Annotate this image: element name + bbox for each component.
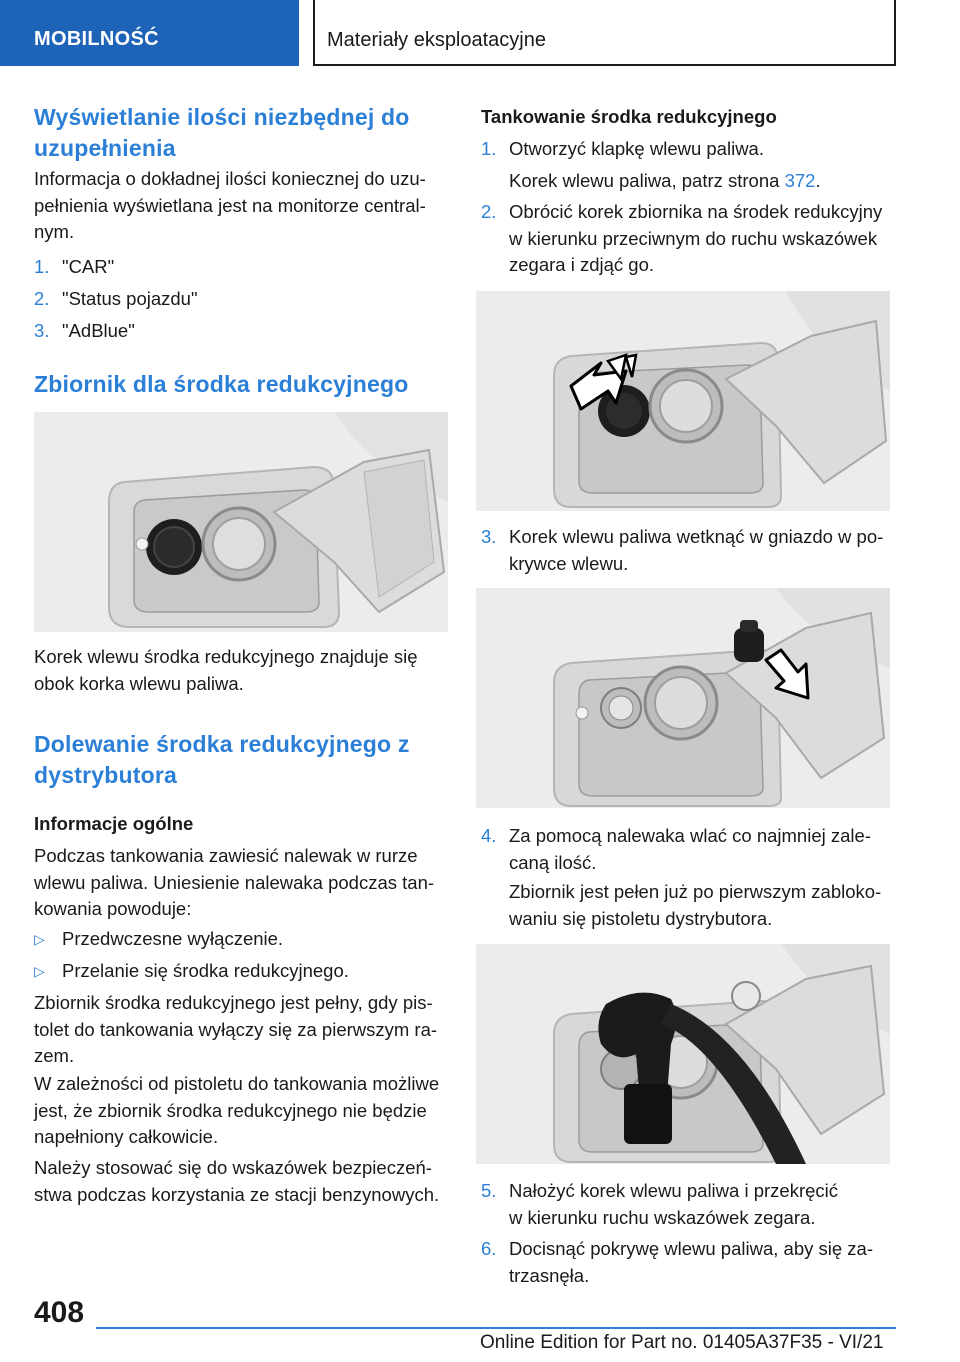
- section-title: MOBILNOŚĆ: [34, 28, 159, 50]
- step-number: 5.: [481, 1180, 497, 1201]
- tank-photo: [34, 412, 448, 632]
- step-text: Docisnąć pokrywę wlewu paliwa, aby się za- trzasnęła.: [509, 1238, 873, 1286]
- step-text: Nałożyć korek wlewu paliwa i przekręcić w kierunku ruchu wskazówek zegara.: [509, 1180, 838, 1228]
- chapter-tab: [313, 0, 896, 66]
- general-paragraph: Podczas tankowania zawiesić nalewak w rurze wlewu paliwa. Uniesienie nalewaka podczas tan- kowania powoduje:: [34, 845, 435, 919]
- depend-paragraph: W zależności od pistoletu do tankowania możliwe jest, że zbiornik środka redukcyjnego nie będzie napełniony całkowicie.: [34, 1073, 440, 1147]
- step-text: "CAR": [62, 256, 115, 277]
- heading-tank: Zbiornik dla środka redukcyjnego: [34, 371, 409, 397]
- step1-note: Korek wlewu paliwa, patrz strona 372.: [509, 170, 821, 191]
- heading-general: Informacje ogólne: [34, 813, 194, 834]
- footer-divider: [96, 1327, 896, 1329]
- step-number: 2.: [34, 288, 50, 309]
- turn-cap-photo: [476, 291, 890, 511]
- step-number: 4.: [481, 825, 497, 846]
- bullet-text: Przelanie się środka redukcyjnego.: [62, 960, 349, 981]
- step-number: 1.: [34, 256, 50, 277]
- bullet-triangle-icon: ▷: [34, 963, 45, 979]
- step-text: "AdBlue": [62, 320, 135, 341]
- step-text: Obrócić korek zbiornika na środek redukcyjny w kierunku przeciwnym do ruchu wskazówek zegara i zdjąć go.: [509, 201, 883, 275]
- step-text: Otworzyć klapkę wlewu paliwa.: [509, 138, 764, 159]
- section-tab: [0, 0, 299, 66]
- bullet-text: Przedwczesne wyłączenie.: [62, 928, 284, 949]
- nozzle-photo: [476, 944, 890, 1164]
- heading-display-amount: Wyświetlanie ilości niezbędnej do uzupełnienia: [34, 104, 410, 161]
- step-text: Korek wlewu paliwa wetknąć w gniazdo w po- krywce wlewu.: [509, 526, 884, 574]
- step-number: 3.: [481, 526, 497, 547]
- chapter-title: Materiały eksploatacyjne: [327, 29, 546, 51]
- step-number: 3.: [34, 320, 50, 341]
- edition-note: Online Edition for Part no. 01405A37F35 - VI/21: [480, 1332, 884, 1353]
- page-link[interactable]: 372: [784, 170, 816, 191]
- step4-note: Zbiornik jest pełen już po pierwszym zabloko- waniu się pistoletu dystrybutora.: [509, 881, 882, 929]
- cap-holder-photo: [476, 588, 890, 808]
- full-paragraph: Zbiornik środka redukcyjnego jest pełny, gdy pis- tolet do tankowania wyłączy się za pierwszym ra- zem.: [34, 992, 438, 1066]
- tank-paragraph: Korek wlewu środka redukcyjnego znajduje się obok korka wlewu paliwa.: [34, 646, 418, 694]
- step-text: "Status pojazdu": [62, 288, 198, 309]
- heading-refuel: Tankowanie środka redukcyjnego: [481, 106, 777, 127]
- safety-paragraph: Należy stosować się do wskazówek bezpieczeń- stwa podczas korzystania ze stacji benzynowych.: [34, 1157, 440, 1205]
- heading-pump: Dolewanie środka redukcyjnego z dystrybutora: [34, 731, 410, 788]
- page-number: 408: [34, 1296, 85, 1329]
- step-number: 1.: [481, 138, 497, 159]
- step-number: 6.: [481, 1238, 497, 1259]
- display-paragraph: Informacja o dokładnej ilości koniecznej do uzu- pełnienia wyświetlana jest na monitorze central- nym.: [34, 168, 426, 242]
- step-number: 2.: [481, 201, 497, 222]
- step-text: Za pomocą nalewaka wlać co najmniej zale- caną ilość.: [509, 825, 871, 873]
- bullet-triangle-icon: ▷: [34, 931, 45, 947]
